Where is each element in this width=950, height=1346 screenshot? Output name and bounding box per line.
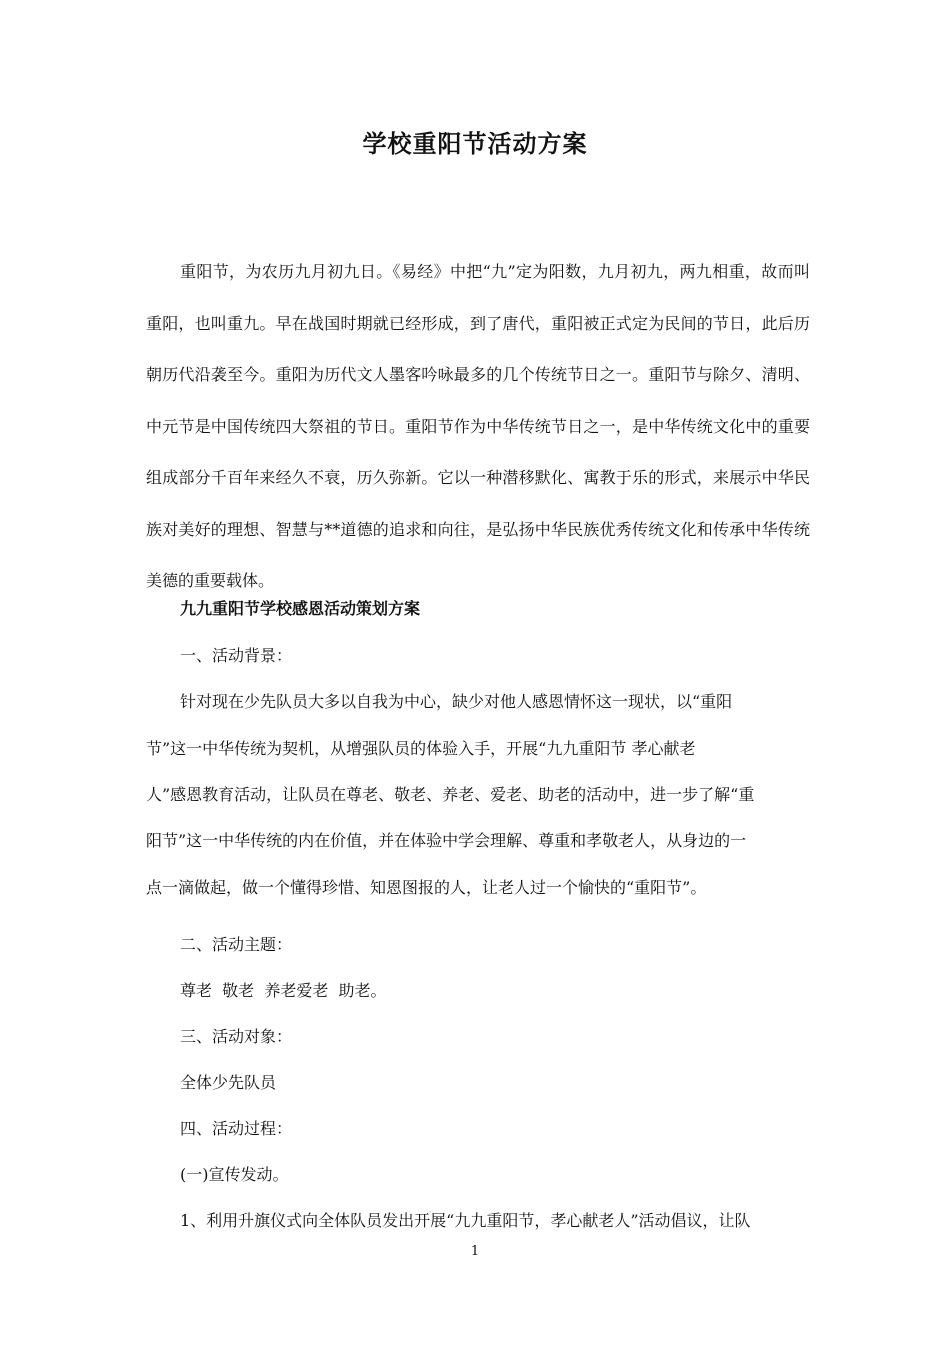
background-line: 针对现在少先队员大多以自我为中心，缺少对他人感恩情怀这一现状，以“重阳 (180, 692, 733, 711)
step-item: 1、利用升旗仪式向全体队员发出开展“九九重阳节，孝心献老人”活动倡议，让队 (180, 1211, 751, 1230)
background-line: 阳节”这一中华传统的内在价值，并在体验中学会理解、尊重和孝敬老人，从身边的一 (146, 831, 747, 850)
section-heading-audience: 三、活动对象： (180, 1027, 293, 1046)
background-line: 节”这一中华传统为契机，从增强队员的体验入手，开展“九九重阳节 孝心献老 (146, 739, 696, 758)
background-line: 人”感恩教育活动，让队员在尊老、敬老、养老、爱老、助老的活动中，进一步了解“重 (146, 785, 755, 804)
page-number: 1 (470, 1244, 480, 1259)
intro-paragraph: 重阳节，为农历九月初九日。《易经》中把“九”定为阳数，九月初九，两九相重，故而叫重阳，也叫重九。早在战国时期就已经形成，到了唐代，重阳被正式定为民间的节日，此后历朝历代沿袭至今。重阳为历代文人墨客吟咏最多的几个传统节日之一。重阳节与除夕、清明、中元节是中国传统四大祭祖的节日。重阳节作为中华传统节日之一，是中华传统文化中的重要组成部分千百年来经久不衰，历久弥新。它以一种潜移默化、寓教于乐的形式，来展示中华民族对美好的理想、智慧与**道德的追求和向往，是弘扬中华民族优秀传统文化和传承中华传统美德的重要载体。 (146, 262, 810, 590)
step-heading: (一)宣传发动。 (180, 1165, 289, 1184)
subtitle: 九九重阳节学校感恩活动策划方案 (180, 599, 421, 618)
page-title: 学校重阳节活动方案 (362, 129, 588, 158)
audience-text: 全体少先队员 (180, 1073, 277, 1092)
background-line: 点一滴做起，做一个懂得珍惜、知恩图报的人，让老人过一个愉快的“重阳节”。 (146, 878, 707, 897)
section-heading-process: 四、活动过程： (180, 1119, 293, 1138)
section-heading-theme: 二、活动主题： (180, 935, 293, 954)
theme-text: 尊老 敬老 养老爱老 助老。 (180, 981, 387, 1000)
section-heading-background: 一、活动背景： (180, 646, 293, 665)
